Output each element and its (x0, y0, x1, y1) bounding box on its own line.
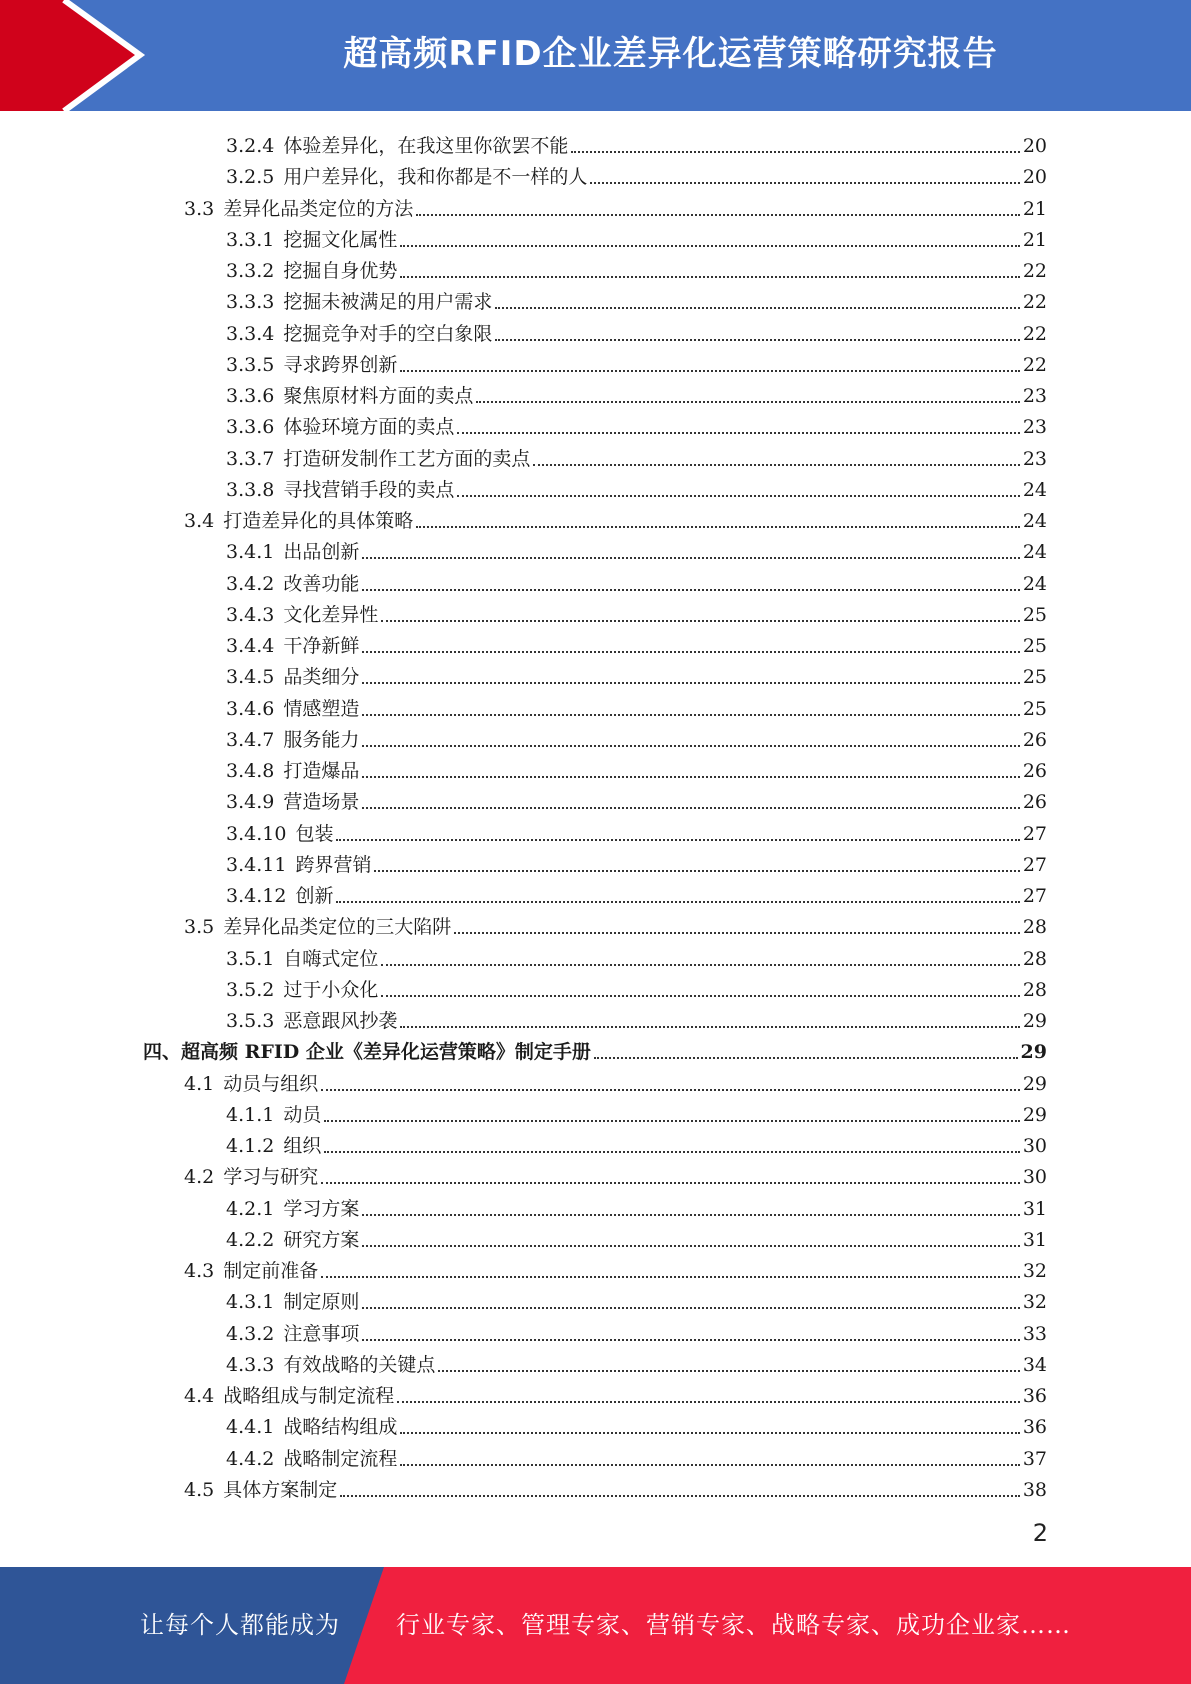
toc-entry-number: 3.3.4 (226, 322, 275, 345)
toc-entry-label: 出品创新 (283, 541, 360, 564)
toc-entry-label: 学习与研究 (223, 1166, 319, 1189)
toc-entry-label: 过于小众化 (283, 978, 379, 1001)
toc-dot-leader (324, 1120, 1019, 1122)
toc-entry-label: 干净新鲜 (283, 635, 360, 657)
toc-dot-leader (362, 1307, 1019, 1309)
toc-entry[interactable] (184, 1253, 1047, 1284)
toc-entry-label: 战略结构组成 (283, 1416, 398, 1439)
toc-entry-number: 3.4.2 (226, 572, 275, 595)
footer-slogan-right: 行业专家、管理专家、营销专家、战略专家、成功企业家…… (396, 1611, 1071, 1639)
toc-entry-page: 22 (1022, 260, 1047, 282)
toc-entry-page: 26 (1022, 728, 1047, 751)
toc-entry-page: 25 (1022, 697, 1047, 720)
toc-entry-label: 挖掘未被满足的用户需求 (283, 291, 493, 314)
toc-entry-page: 28 (1022, 947, 1047, 970)
toc-entry-label: 文化差异性 (283, 603, 379, 626)
toc-entry-label: 动员 (283, 1103, 322, 1126)
toc-entry[interactable] (226, 1003, 1047, 1034)
toc-entry-page: 27 (1022, 885, 1047, 907)
toc-entry-number: 4.1 (184, 1072, 215, 1095)
toc-entry-page: 32 (1022, 1291, 1047, 1314)
toc-entry-number: 3.3.5 (226, 353, 275, 376)
toc-dot-leader (362, 589, 1019, 591)
toc-entry-label: 服务能力 (283, 728, 360, 751)
toc-dot-leader (362, 714, 1019, 716)
toc-entry-number: 4.2 (184, 1166, 215, 1189)
toc-entry[interactable] (226, 441, 1047, 472)
toc-dot-leader (381, 995, 1019, 997)
toc-entry-page: 23 (1022, 416, 1047, 439)
toc-dot-leader (321, 1182, 1020, 1184)
toc-dot-leader (324, 1151, 1019, 1153)
toc-dot-leader (340, 1495, 1020, 1497)
toc-entry[interactable] (226, 472, 1047, 503)
toc-entry-page: 30 (1022, 1166, 1047, 1189)
toc-entry-page: 21 (1022, 228, 1047, 251)
toc-entry-page: 21 (1022, 197, 1047, 220)
toc-entry-number: 3.3.8 (226, 478, 275, 501)
toc-entry-page: 24 (1022, 541, 1047, 564)
toc-dot-leader (594, 1057, 1018, 1059)
toc-entry-page: 38 (1022, 1478, 1047, 1501)
toc-dot-leader (416, 526, 1020, 528)
toc-entry-page: 27 (1022, 822, 1047, 845)
toc-dot-leader (533, 464, 1019, 466)
toc-dot-leader (362, 1339, 1019, 1341)
toc-entry-label: 学习方案 (283, 1197, 360, 1220)
toc-dot-leader (321, 1276, 1020, 1278)
toc-entry-page: 30 (1022, 1135, 1047, 1157)
toc-entry-number: 3.4.8 (226, 760, 275, 782)
toc-entry-label: 挖掘自身优势 (283, 260, 398, 282)
toc-entry[interactable] (226, 566, 1047, 597)
toc-dot-leader (457, 432, 1019, 434)
toc-entry-label: 营造场景 (283, 791, 360, 814)
toc-entry-number: 4.4.2 (226, 1447, 275, 1470)
toc-dot-leader (416, 214, 1020, 216)
toc-entry[interactable] (184, 909, 1047, 940)
toc-entry-page: 29 (1022, 1103, 1047, 1126)
toc-entry[interactable] (226, 784, 1047, 815)
toc-entry[interactable] (226, 253, 1047, 284)
toc-entry-number: 3.3 (184, 197, 215, 220)
toc-entry-label: 战略制定流程 (283, 1447, 398, 1470)
header-arrow-decoration (0, 0, 160, 111)
toc-entry[interactable] (226, 878, 1047, 909)
toc-entry[interactable] (226, 409, 1047, 440)
toc-entry-number: 3.4 (184, 510, 215, 532)
toc-entry[interactable] (226, 722, 1047, 753)
toc-entry-number: 4.3.1 (226, 1291, 275, 1314)
toc-entry[interactable] (226, 816, 1047, 847)
toc-entry[interactable] (226, 1128, 1047, 1159)
toc-dot-leader (476, 401, 1019, 403)
toc-entry-number: 3.4.4 (226, 635, 275, 657)
toc-entry-number: 3.3.6 (226, 385, 275, 407)
toc-entry-number: 3.4.3 (226, 603, 275, 626)
toc-entry[interactable] (226, 222, 1047, 253)
toc-entry-label: 挖掘竞争对手的空白象限 (283, 322, 493, 345)
toc-dot-leader (400, 1464, 1019, 1466)
toc-dot-leader (400, 245, 1019, 247)
toc-entry-page: 27 (1022, 853, 1047, 876)
toc-entry-label: 打造爆品 (283, 760, 360, 782)
toc-dot-leader (362, 1245, 1019, 1247)
toc-entry-number: 4.3 (184, 1260, 215, 1282)
toc-dot-leader (362, 745, 1019, 747)
page-header (0, 0, 1191, 111)
toc-entry-label: 注意事项 (283, 1322, 360, 1345)
toc-entry-number: 3.4.11 (226, 853, 287, 876)
toc-entry[interactable] (226, 316, 1047, 347)
toc-entry-number: 4.5 (184, 1478, 215, 1501)
toc-entry-label: 寻找营销手段的卖点 (283, 478, 455, 501)
toc-entry-number: 4.1.2 (226, 1135, 275, 1157)
toc-entry-number: 3.3.7 (226, 447, 275, 470)
toc-entry-page: 34 (1022, 1353, 1047, 1376)
toc-entry[interactable] (184, 1159, 1047, 1190)
toc-entry-label: 研究方案 (283, 1228, 360, 1251)
toc-entry-page: 33 (1022, 1322, 1047, 1345)
toc-entry-label: 战略组成与制定流程 (223, 1385, 395, 1407)
toc-entry-label: 创新 (295, 885, 334, 907)
toc-dot-leader (362, 557, 1019, 559)
toc-entry-page: 28 (1022, 916, 1047, 939)
toc-entry-number: 3.3.2 (226, 260, 275, 282)
toc-entry-page: 32 (1022, 1260, 1047, 1282)
toc-entry-label: 四、超高频 RFID 企业《差异化运营策略》制定手册 (143, 1041, 591, 1064)
toc-dot-leader (400, 370, 1019, 372)
toc-entry-label: 品类细分 (283, 666, 360, 689)
toc-entry-number: 4.4 (184, 1385, 215, 1407)
toc-entry[interactable] (184, 1066, 1047, 1097)
toc-entry[interactable] (226, 159, 1047, 190)
toc-dot-leader (362, 807, 1019, 809)
toc-entry-number: 3.4.1 (226, 541, 275, 564)
toc-entry-page: 29 (1020, 1041, 1047, 1064)
toc-entry[interactable] (226, 378, 1047, 409)
toc-entry-number: 4.2.1 (226, 1197, 275, 1220)
toc-entry[interactable] (226, 1316, 1047, 1347)
toc-entry-page: 25 (1022, 635, 1047, 657)
toc-entry-label: 聚焦原材料方面的卖点 (283, 385, 474, 407)
toc-entry[interactable] (226, 1409, 1047, 1440)
toc-entry-number: 3.4.10 (226, 822, 287, 845)
toc-entry[interactable] (143, 1034, 1047, 1065)
toc-entry-label: 情感塑造 (283, 697, 360, 720)
toc-entry-page: 23 (1022, 447, 1047, 470)
toc-entry-label: 包装 (295, 822, 334, 845)
toc-entry-number: 3.4.12 (226, 885, 287, 907)
toc-entry-label: 动员与组织 (223, 1072, 319, 1095)
toc-entry-page: 25 (1022, 666, 1047, 689)
toc-dot-leader (457, 495, 1019, 497)
toc-dot-leader (454, 932, 1020, 934)
toc-dot-leader (397, 1401, 1020, 1403)
toc-entry-page: 20 (1022, 166, 1047, 189)
toc-dot-leader (495, 307, 1019, 309)
toc-dot-leader (590, 182, 1019, 184)
toc-entry-page: 24 (1022, 572, 1047, 595)
toc-entry[interactable] (226, 628, 1047, 659)
toc-entry-label: 具体方案制定 (223, 1478, 338, 1501)
toc-entry[interactable] (226, 1222, 1047, 1253)
toc-dot-leader (321, 1089, 1020, 1091)
toc-entry[interactable] (226, 1097, 1047, 1128)
toc-entry[interactable] (226, 972, 1047, 1003)
toc-entry-label: 差异化品类定位的三大陷阱 (223, 916, 452, 939)
page-number: 2 (1032, 1519, 1048, 1547)
toc-entry[interactable] (226, 284, 1047, 315)
toc-entry-number: 3.2.5 (226, 166, 275, 189)
toc-entry-label: 有效战略的关键点 (283, 1353, 436, 1376)
toc-entry-label: 制定前准备 (223, 1260, 319, 1282)
toc-entry-page: 28 (1022, 978, 1047, 1001)
toc-dot-leader (400, 276, 1019, 278)
toc-entry-label: 寻求跨界创新 (283, 353, 398, 376)
toc-entry-number: 3.4.5 (226, 666, 275, 689)
toc-dot-leader (495, 339, 1019, 341)
toc-entry-number: 3.5.1 (226, 947, 275, 970)
toc-entry[interactable] (226, 1191, 1047, 1222)
toc-entry[interactable] (226, 659, 1047, 690)
toc-entry-number: 4.2.2 (226, 1228, 275, 1251)
toc-entry[interactable] (226, 128, 1047, 159)
toc-dot-leader (362, 682, 1019, 684)
toc-dot-leader (381, 620, 1019, 622)
toc-entry-page: 26 (1022, 760, 1047, 782)
toc-entry[interactable] (226, 1441, 1047, 1472)
toc-dot-leader (438, 1370, 1019, 1372)
toc-entry-number: 3.5 (184, 916, 215, 939)
toc-entry-label: 体验环境方面的卖点 (283, 416, 455, 439)
toc-entry[interactable] (226, 347, 1047, 378)
toc-dot-leader (362, 776, 1019, 778)
toc-entry-number: 3.2.4 (226, 135, 275, 157)
toc-entry-page: 23 (1022, 385, 1047, 407)
toc-entry-page: 24 (1022, 478, 1047, 501)
toc-dot-leader (362, 651, 1019, 653)
toc-entry-label: 恶意跟风抄袭 (283, 1010, 398, 1032)
toc-entry-number: 4.3.2 (226, 1322, 275, 1345)
toc-entry[interactable] (184, 1378, 1047, 1409)
toc-dot-leader (381, 964, 1019, 966)
toc-entry-number: 3.5.2 (226, 978, 275, 1001)
toc-entry-page: 22 (1022, 291, 1047, 314)
toc-dot-leader (374, 870, 1019, 872)
toc-entry-page: 36 (1022, 1416, 1047, 1439)
toc-dot-leader (362, 1214, 1019, 1216)
toc-entry-page: 22 (1022, 322, 1047, 345)
toc-entry-label: 组织 (283, 1135, 322, 1157)
toc-dot-leader (400, 1432, 1019, 1434)
toc-dot-leader (400, 1026, 1019, 1028)
toc-entry[interactable] (226, 847, 1047, 878)
toc-entry-label: 打造研发制作工艺方面的卖点 (283, 447, 531, 470)
toc-entry[interactable] (184, 503, 1047, 534)
toc-entry-number: 4.4.1 (226, 1416, 275, 1439)
toc-entry[interactable] (226, 1284, 1047, 1315)
toc-entry-number: 4.3.3 (226, 1353, 275, 1376)
report-title: 超高频RFID企业差异化运营策略研究报告 (343, 34, 998, 74)
toc-entry-label: 用户差异化，我和你都是不一样的人 (283, 166, 588, 189)
toc-entry[interactable] (184, 191, 1047, 222)
toc-entry-number: 3.5.3 (226, 1010, 275, 1032)
toc-entry-label: 打造差异化的具体策略 (223, 510, 414, 532)
toc-entry-page: 36 (1022, 1385, 1047, 1407)
toc-entry[interactable] (226, 597, 1047, 628)
toc-entry-number: 4.1.1 (226, 1103, 275, 1126)
toc-dot-leader (571, 151, 1019, 153)
toc-entry-page: 29 (1022, 1010, 1047, 1032)
toc-entry[interactable] (226, 534, 1047, 565)
toc-entry-number: 3.4.9 (226, 791, 275, 814)
toc-entry-page: 22 (1022, 353, 1047, 376)
toc-entry-label: 改善功能 (283, 572, 360, 595)
toc-entry[interactable] (226, 753, 1047, 784)
toc-entry-label: 自嗨式定位 (283, 947, 379, 970)
toc-entry[interactable] (226, 691, 1047, 722)
toc-entry-page: 20 (1022, 135, 1047, 157)
toc-entry-page: 26 (1022, 791, 1047, 814)
toc-entry-number: 3.4.7 (226, 728, 275, 751)
toc-entry[interactable] (226, 941, 1047, 972)
toc-entry-label: 差异化品类定位的方法 (223, 197, 414, 220)
toc-entry-label: 挖掘文化属性 (283, 228, 398, 251)
toc-entry-label: 制定原则 (283, 1291, 360, 1314)
toc-dot-leader (336, 901, 1019, 903)
toc-entry-page: 31 (1022, 1197, 1047, 1220)
toc-entry-page: 24 (1022, 510, 1047, 532)
toc-entry-page: 25 (1022, 603, 1047, 626)
toc-entry[interactable] (226, 1347, 1047, 1378)
toc-dot-leader (336, 839, 1019, 841)
toc-entry-number: 3.3.3 (226, 291, 275, 314)
toc-entry-number: 3.3.1 (226, 228, 275, 251)
toc-entry-page: 37 (1022, 1447, 1047, 1470)
toc-entry-number: 3.4.6 (226, 697, 275, 720)
toc-entry-label: 体验差异化，在我这里你欲罢不能 (283, 135, 569, 157)
toc-entry-number: 3.3.6 (226, 416, 275, 439)
toc-entry-page: 29 (1022, 1072, 1047, 1095)
toc-entry-page: 31 (1022, 1228, 1047, 1251)
footer-slogan-left: 让每个人都能成为 (140, 1611, 340, 1639)
toc-entry-label: 跨界营销 (295, 853, 372, 876)
toc-entry[interactable] (184, 1472, 1047, 1503)
page-footer (0, 1567, 1191, 1684)
